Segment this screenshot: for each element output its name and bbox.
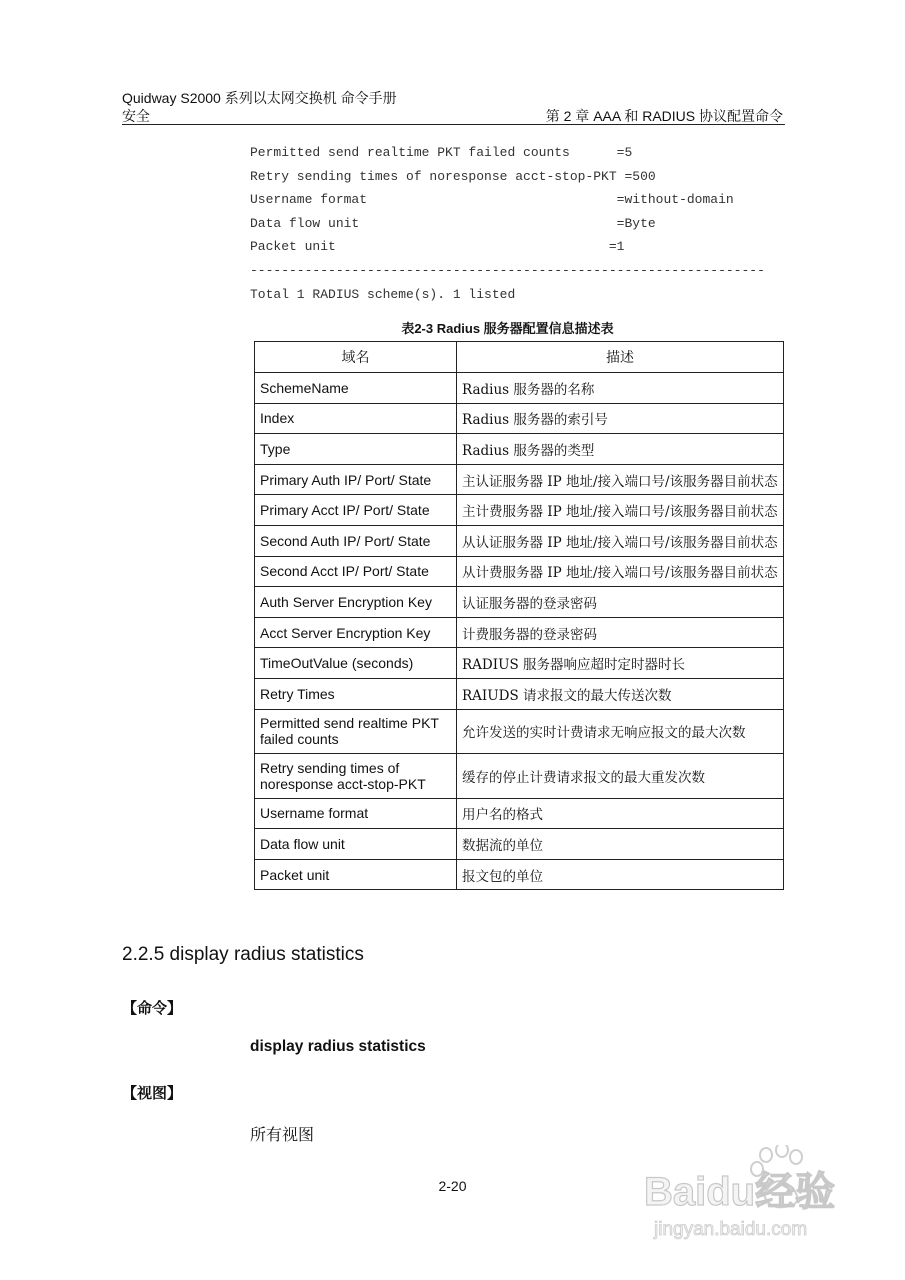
table-row [255,648,784,679]
field-description: RADIUS 服务器响应超时定时器时长 [457,648,784,679]
table-row [255,709,784,754]
field-name: Acct Server Encryption Key [255,617,457,648]
field-description: Radius 服务器的类型 [457,434,784,465]
code-line: Permitted send realtime PKT failed counts =5 [250,145,633,160]
field-name: Retry sending times of noresponse acct-stop-PKT [255,754,457,799]
field-description: 用户名的格式 [457,798,784,829]
header-subtitle: 安全 [122,108,150,124]
table-row [255,525,784,556]
table-row [255,403,784,434]
table-row [255,859,784,890]
field-description: Radius 服务器的索引号 [457,403,784,434]
code-line: ------------------------------------------------------------------ [250,262,765,278]
code-line: Retry sending times of noresponse acct-stop-PKT =500 [250,168,656,184]
field-description: 数据流的单位 [457,829,784,860]
watermark-brand: Baidu经验 [644,1170,836,1214]
command-output [250,141,765,306]
code-line: Data flow unit =Byte [250,215,656,231]
field-name: Second Acct IP/ Port/ State [255,556,457,587]
watermark-url: jingyan.baidu.com [654,1219,808,1240]
field-name: Retry Times [255,678,457,709]
column-header-description: 描述 [457,342,784,373]
field-name: Second Auth IP/ Port/ State [255,525,457,556]
table-row [255,798,784,829]
field-name: Data flow unit [255,829,457,860]
field-description: 主认证服务器 IP 地址/接入端口号/该服务器目前状态 [457,464,784,495]
section-heading: 2.2.5 display radius statistics [122,944,364,965]
field-name: Primary Acct IP/ Port/ State [255,495,457,526]
field-name: Index [255,403,457,434]
field-name: TimeOutValue (seconds) [255,648,457,679]
view-text: 所有视图 [250,1125,315,1144]
header-divider [122,124,785,125]
table-row [255,754,784,799]
field-description: 缓存的停止计费请求报文的最大重发次数 [457,754,784,799]
field-name: Primary Auth IP/ Port/ State [255,464,457,495]
field-name: Type [255,434,457,465]
table-row [255,678,784,709]
column-header-field: 域名 [255,342,457,373]
table-caption-text: 表2-3 Radius 服务器配置信息描述表 [401,321,614,336]
field-description: 从计费服务器 IP 地址/接入端口号/该服务器目前状态 [457,556,784,587]
field-description: 允许发送的实时计费请求无响应报文的最大次数 [457,709,784,754]
field-description: RAIUDS 请求报文的最大传送次数 [457,678,784,709]
code-line: Total 1 RADIUS scheme(s). 1 listed [250,286,516,302]
table-row [255,829,784,860]
table-row [255,373,784,404]
command-text: display radius statistics [250,1038,426,1055]
table-header-row [255,342,784,373]
field-description: 从认证服务器 IP 地址/接入端口号/该服务器目前状态 [457,525,784,556]
field-name: Auth Server Encryption Key [255,587,457,618]
table-row [255,434,784,465]
baidu-jingyan-watermark [644,1145,854,1245]
page-number: 2-20 [438,1178,467,1194]
code-line: Packet unit =1 [250,239,625,255]
field-description: 报文包的单位 [457,859,784,890]
radius-info-table [254,341,784,890]
header-chapter: 第 2 章 AAA 和 RADIUS 协议配置命令 [545,108,783,124]
header-title: Quidway S2000 系列以太网交换机 命令手册 [122,90,397,106]
table-row [255,617,784,648]
field-name: Permitted send realtime PKT failed counts [255,709,457,754]
table-row [255,587,784,618]
table-row [255,495,784,526]
command-label: 【命令】 [122,1000,183,1017]
field-description: 计费服务器的登录密码 [457,617,784,648]
view-label: 【视图】 [122,1085,183,1102]
field-description: 主计费服务器 IP 地址/接入端口号/该服务器目前状态 [457,495,784,526]
field-description: Radius 服务器的名称 [457,373,784,404]
table-caption [0,318,905,337]
field-description: 认证服务器的登录密码 [457,587,784,618]
field-name: Packet unit [255,859,457,890]
table-row [255,556,784,587]
field-name: Username format [255,798,457,829]
table-row [255,464,784,495]
field-name: SchemeName [255,373,457,404]
code-line: Username format =without-domain [250,192,734,208]
